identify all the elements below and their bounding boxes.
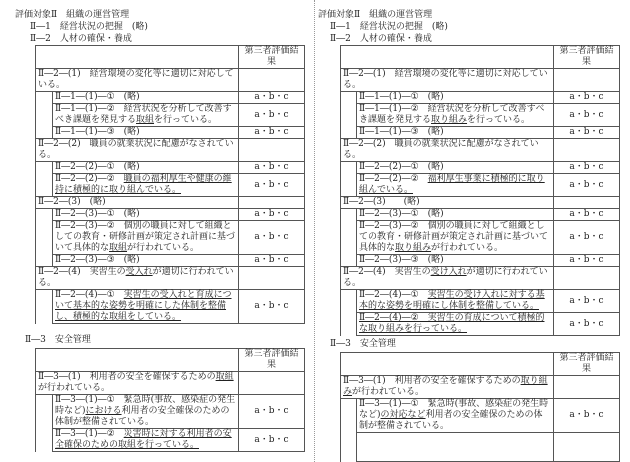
criterion-text — [36, 69, 239, 92]
indent-cell — [36, 162, 53, 174]
evaluation-result: a・b・c — [554, 127, 620, 139]
item-text: 利用者の安全確保のための体制が整備されている。 — [359, 410, 543, 431]
item-text: Ⅱ―2―(3)―③ (略) — [55, 255, 140, 265]
evaluation-result: a・b・c — [554, 221, 620, 255]
underlined-text: 受け入れ — [430, 267, 467, 277]
sub-criterion-text — [53, 209, 239, 221]
item-text: Ⅱ―2―(3)―② 個別の職員に対して組織としての教育・研修計画が策定され計画に基づいて具体的な — [55, 221, 236, 253]
evaluation-result — [554, 69, 620, 92]
sub-criterion-text — [53, 104, 239, 127]
header-blank — [36, 349, 239, 372]
item-text: が行われている。 — [127, 243, 200, 253]
underlined-text: 実習生の受入れと育成について基本的な姿勢を明確にした体制を整備し、積極的な取組をしている。 — [55, 290, 232, 322]
result-column-header: 第三者評価結果 — [554, 46, 620, 69]
underlined-text: 福利厚生事業に積極的に取り組んでいる。 — [359, 174, 545, 195]
criterion-row — [36, 267, 305, 290]
criterion-row — [341, 139, 620, 162]
sub-criterion-text — [53, 92, 239, 104]
indent-cell — [341, 209, 357, 221]
criterion-row — [341, 376, 620, 399]
evaluation-result: a・b・c — [554, 162, 620, 174]
evaluation-result: a・b・c — [239, 162, 305, 174]
sub-criterion-row — [36, 162, 305, 174]
section-heading: Ⅱ―3 安全管理 — [330, 339, 396, 349]
item-text: Ⅱ―2―(3)―① (略) — [359, 209, 444, 219]
sub-criterion-text — [53, 221, 239, 255]
item-text: Ⅱ―1―(1)―③ (略) — [55, 127, 140, 137]
sub-criterion-text — [357, 174, 554, 197]
item-text: が行われている。 — [38, 383, 111, 393]
underlined-text: 取り組み — [431, 115, 468, 125]
evaluation-result: a・b・c — [554, 399, 620, 433]
indent-cell — [36, 290, 53, 324]
item-text: Ⅱ―2―(3) (略) — [38, 197, 106, 207]
underlined-text: 受入れ — [125, 267, 153, 277]
criterion-text — [341, 139, 554, 162]
evaluation-result: a・b・c — [239, 127, 305, 139]
criterion-row — [36, 372, 305, 395]
item-text: が適切に行われている。 — [343, 267, 548, 288]
evaluation-result: a・b・c — [239, 290, 305, 324]
sub-criterion-row — [36, 209, 305, 221]
sub-criterion-text — [357, 255, 554, 267]
sub-criterion-row — [36, 104, 305, 127]
sub-criterion-row — [341, 92, 620, 104]
evaluation-title: 評価対象Ⅱ 組織の運営管理 — [15, 10, 130, 20]
indent-cell — [341, 174, 357, 197]
evaluation-result: a・b・c — [554, 313, 620, 336]
underlined-text: 取り組み — [395, 243, 432, 253]
sub-criterion-row — [341, 209, 620, 221]
section-heading: Ⅱ―1 経営状況の把握 (略) — [330, 22, 448, 32]
sub-criterion-row — [341, 313, 620, 336]
section-heading: Ⅱ―2 人材の確保・養成 — [330, 34, 432, 44]
indent-cell — [341, 162, 357, 174]
evaluation-result: a・b・c — [554, 104, 620, 127]
evaluation-result — [239, 267, 305, 290]
criterion-text — [341, 376, 554, 399]
section-heading: Ⅱ―2 人材の確保・養成 — [30, 34, 132, 44]
evaluation-result — [239, 69, 305, 92]
item-text: Ⅱ―2―(3) (略) — [343, 197, 420, 207]
item-text: が適切に行われている。 — [38, 267, 234, 288]
evaluation-result: a・b・c — [239, 92, 305, 104]
item-text: Ⅱ―2―(2)―① (略) — [55, 162, 140, 172]
sub-criterion-row — [341, 290, 620, 313]
item-text: Ⅱ―2―(2) 職員の就業状況に配慮がなされている。 — [343, 139, 539, 160]
sub-criterion-text — [357, 104, 554, 127]
indent-cell — [341, 104, 357, 127]
sub-criterion-row — [36, 290, 305, 324]
indent-cell — [341, 433, 357, 462]
sub-criterion-row — [341, 221, 620, 255]
sub-criterion-row — [341, 174, 620, 197]
sub-criterion-row — [341, 399, 620, 433]
sub-criterion-row — [36, 429, 305, 452]
right-page — [315, 0, 630, 462]
evaluation-result: a・b・c — [554, 255, 620, 267]
evaluation-result: a・b・c — [239, 209, 305, 221]
evaluation-result: a・b・c — [239, 429, 305, 452]
item-text: Ⅱ―2―(4)―① — [55, 290, 124, 300]
item-text: Ⅱ―2―(4) 実習生の — [343, 267, 431, 277]
indent-cell — [341, 313, 357, 336]
criterion-text — [36, 267, 239, 290]
evaluation-result: a・b・c — [239, 255, 305, 267]
sub-criterion-text — [53, 429, 239, 452]
sub-criterion-row — [341, 433, 620, 462]
sub-criterion-text — [357, 92, 554, 104]
header-blank — [341, 46, 554, 69]
underlined-text: 取り組み — [343, 376, 548, 397]
sub-criterion-row — [36, 221, 305, 255]
sub-criterion-text — [357, 399, 554, 433]
table-header-row — [341, 353, 620, 376]
indent-cell — [36, 221, 53, 255]
evaluation-result: a・b・c — [239, 221, 305, 255]
criterion-row — [36, 139, 305, 162]
criterion-row — [341, 69, 620, 92]
item-text: Ⅱ―2―(2)―② — [55, 174, 124, 184]
result-column-header: 第三者評価結果 — [554, 353, 620, 376]
underlined-text: の対応など — [380, 410, 426, 420]
underlined-text: 取組 — [215, 372, 234, 382]
evaluation-result: a・b・c — [239, 395, 305, 429]
sub-criterion-text — [53, 255, 239, 267]
item-text: Ⅱ―3―(1)―① 緊急時(事故、感染症の発生時など) — [55, 395, 236, 416]
indent-cell — [341, 399, 357, 433]
result-column-header: 第三者評価結果 — [239, 46, 305, 69]
underlined-text: 取組 — [109, 243, 128, 253]
indent-cell — [341, 221, 357, 255]
item-text: Ⅱ―2―(3)―② 個別の職員に対して組織としての教育・研修計画が策定され計画に基づいて具体的な — [359, 221, 549, 253]
sub-criterion-row — [341, 162, 620, 174]
criterion-row — [341, 267, 620, 290]
sub-criterion-text — [357, 127, 554, 139]
section-heading: Ⅱ―1 経営状況の把握 (略) — [30, 22, 148, 32]
item-text: Ⅱ―2―(4)―① — [359, 290, 428, 300]
sub-criterion-text — [357, 313, 554, 336]
criterion-text — [341, 69, 554, 92]
underlined-text: 職員の福利厚生や健康の維持に積極的に取り組んでいる。 — [55, 174, 232, 195]
item-text: Ⅱ―2―(2)―② — [359, 174, 428, 184]
evaluation-result — [239, 197, 305, 209]
sub-criterion-text — [357, 162, 554, 174]
evaluation-result: a・b・c — [554, 209, 620, 221]
indent-cell — [36, 104, 53, 127]
item-text: を行っている。 — [154, 115, 218, 125]
item-text: Ⅱ―3―(1)―① 緊急時(事故、感染症の発生時など) — [359, 399, 549, 420]
underlined-text: における — [85, 406, 122, 416]
item-text: Ⅱ―2―(3)―③ (略) — [359, 255, 444, 265]
indent-cell — [36, 174, 53, 197]
criterion-row — [36, 197, 305, 209]
sub-criterion-row — [36, 255, 305, 267]
indent-cell — [36, 429, 53, 452]
table-header-row — [36, 46, 305, 69]
indent-cell — [36, 395, 53, 429]
sub-criterion-row — [341, 104, 620, 127]
evaluation-result: a・b・c — [239, 104, 305, 127]
evaluation-title: 評価対象Ⅱ 組織の運営管理 — [318, 10, 433, 20]
evaluation-result — [239, 372, 305, 395]
sub-criterion-text — [357, 433, 554, 462]
sub-criterion-text — [53, 127, 239, 139]
header-blank — [341, 353, 554, 376]
indent-cell — [341, 127, 357, 139]
item-text: 利用者の安全確保のための体制が整備されている。 — [55, 406, 230, 427]
item-text: Ⅱ―1―(1)―① (略) — [55, 92, 140, 102]
indent-cell — [36, 92, 53, 104]
evaluation-result — [554, 267, 620, 290]
indent-cell — [341, 290, 357, 313]
evaluation-result — [554, 376, 620, 399]
evaluation-result — [239, 139, 305, 162]
sub-criterion-text — [357, 221, 554, 255]
sub-criterion-text — [53, 162, 239, 174]
evaluation-result: a・b・c — [239, 174, 305, 197]
item-text: Ⅱ―1―(1)―② 経営状況を分析して改善すべき課題を発見する — [55, 104, 232, 125]
item-text: Ⅱ―3―(1)―② — [55, 429, 124, 439]
item-text: Ⅱ―3―(1) 利用者の安全を確保するための — [343, 376, 521, 386]
item-text: Ⅱ―1―(1)―② 経営状況を分析して改善すべき課題を発見する — [359, 104, 545, 125]
criterion-text — [36, 197, 239, 209]
indent-cell — [36, 209, 53, 221]
table-header-row — [341, 46, 620, 69]
criterion-text — [341, 197, 554, 209]
sub-criterion-row — [36, 174, 305, 197]
result-column-header: 第三者評価結果 — [239, 349, 305, 372]
evaluation-table — [35, 45, 305, 324]
evaluation-table — [340, 352, 620, 462]
item-text: Ⅱ―2―(1) 経営環境の変化等に適切に対応している。 — [38, 69, 234, 90]
evaluation-result — [554, 139, 620, 162]
section-heading: Ⅱ―3 安全管理 — [25, 335, 91, 345]
sub-criterion-text — [357, 209, 554, 221]
criterion-text — [341, 267, 554, 290]
sub-criterion-row — [36, 92, 305, 104]
item-text: Ⅱ―2―(2) 職員の就業状況に配慮がなされている。 — [38, 139, 234, 160]
indent-cell — [36, 127, 53, 139]
sub-criterion-text — [53, 174, 239, 197]
item-text: Ⅱ―2―(3)―① (略) — [55, 209, 140, 219]
item-text: が行われている。 — [431, 243, 504, 253]
underlined-text: 実習生の受け入れに対する基本的な姿勢を明確にし体制を整備している。 — [359, 290, 545, 311]
sub-criterion-row — [36, 395, 305, 429]
item-text: が行われている。 — [352, 387, 425, 397]
header-blank — [36, 46, 239, 69]
evaluation-result — [554, 197, 620, 209]
underlined-text: Ⅱ―2―(4)―② 実習生の育成について積極的な取り組みを行っている。 — [359, 313, 545, 334]
sub-criterion-row — [341, 255, 620, 267]
indent-cell — [341, 92, 357, 104]
sub-criterion-text — [357, 290, 554, 313]
evaluation-result: a・b・c — [554, 174, 620, 197]
table-header-row — [36, 349, 305, 372]
item-text: を行っている。 — [467, 115, 531, 125]
item-text: Ⅱ―2―(1) 経営環境の変化等に適切に対応している。 — [343, 69, 548, 90]
underlined-text: 取組 — [136, 115, 155, 125]
sub-criterion-row — [341, 127, 620, 139]
criterion-text — [36, 372, 239, 395]
criterion-text — [36, 139, 239, 162]
item-text: Ⅱ―2―(2)―① (略) — [359, 162, 444, 172]
criterion-row — [36, 69, 305, 92]
sub-criterion-text — [53, 395, 239, 429]
evaluation-result — [554, 433, 620, 462]
evaluation-result: a・b・c — [554, 92, 620, 104]
evaluation-table — [340, 45, 620, 336]
item-text: Ⅱ―1―(1)―③ (略) — [359, 127, 444, 137]
criterion-row — [341, 197, 620, 209]
item-text: Ⅱ―3―(1) 利用者の安全を確保するための — [38, 372, 216, 382]
evaluation-result: a・b・c — [554, 290, 620, 313]
indent-cell — [36, 255, 53, 267]
sub-criterion-text — [53, 290, 239, 324]
item-text: Ⅱ―1―(1)―① (略) — [359, 92, 444, 102]
underlined-text: 災害時に対する利用者の安全確保のための取組を行っている。 — [55, 429, 232, 450]
item-text: Ⅱ―2―(4) 実習生の — [38, 267, 126, 277]
indent-cell — [341, 255, 357, 267]
sub-criterion-row — [36, 127, 305, 139]
evaluation-table — [35, 348, 305, 452]
